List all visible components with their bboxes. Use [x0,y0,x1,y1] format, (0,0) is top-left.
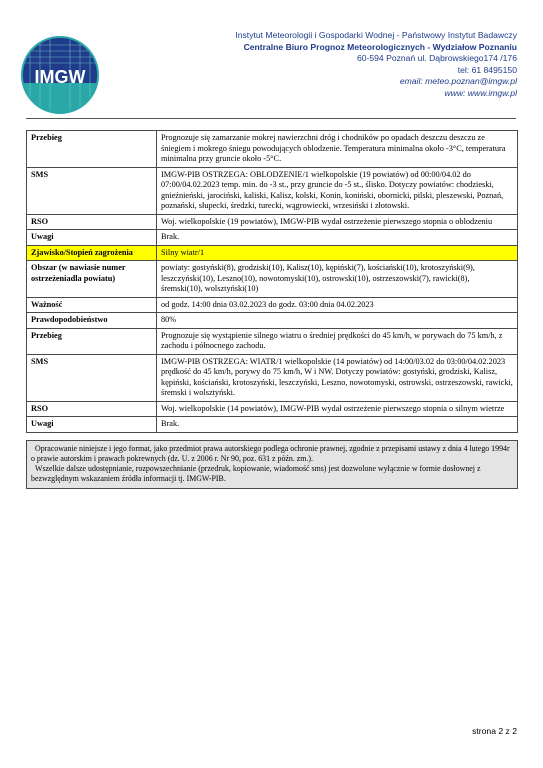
table-row [27,401,518,417]
institute-name: Instytut Meteorologii i Gospodarki Wodnej - Państwowy Instytut Badawczy [235,30,517,40]
letterhead [0,0,543,120]
row-label: Uwagi [27,230,157,246]
page-number: strona 2 z 2 [472,726,517,736]
table-row [27,417,518,433]
phenomenon-value: Silny wiatr/1 [157,245,518,261]
imgw-logo-icon [20,35,100,115]
bureau-name: Centralne Biuro Prognoz Meteorologicznych - Wydziałow Poznaniu [243,41,517,52]
area-value: powiaty: gostyński(8), grodziski(10), Kalisz(10), kępiński(7), kościański(10), krotoszyński(9), leszczyński(10), Leszno(10), nowotomyski(10), ostrowski(10), ostrzeszowski(7), rawicki(8), śremski(10), wolsztyński(10) [157,261,518,298]
logo-text: IMGW [34,67,86,87]
row-value: IMGW-PIB OSTRZEGA: OBLODZENIE/1 wielkopolskie (19 powiatów) od 00:00/04.02 do 07:00/04.02.2023 temp. min. do -3 st., przy gruncie do -5 st., ślisko. Dotyczy powiatów: chodzieski, gnieźnieński, jarociński, kaliski, Kalisz, kolski, Konin, koniński, obornicki, pilski, pleszewski, Poznań, poznański, słupecki, średzki, turecki, wągrowiecki, wrzesiński i złotowski. [157,167,518,214]
course-label: Przebieg [27,328,157,354]
sms-label: SMS [27,354,157,401]
table-row [27,297,518,313]
institution-info [235,30,517,100]
area-label: Obszar (w nawiasie numer ostrzeżeniadla powiatu) [27,261,157,298]
table-row [27,261,518,298]
probability-value: 80% [157,313,518,329]
header-divider [26,118,516,119]
row-value: Brak. [157,230,518,246]
notes-label: Uwagi [27,417,157,433]
table-row [27,167,518,214]
copyright-line-2: Wszelkie dalsze udostępnianie, rozpowszechnianie (przedruk, kopiowanie, wiadomość sms) jest dozwolone wyłącznie w formie dosłownej z bezwzględnym wskazaniem źródła informacji tj. IMGW-PIB. [31,463,481,483]
notes-value: Brak. [157,417,518,433]
phone: tel: 61 8495150 [457,64,517,75]
email-link[interactable]: email: meteo.poznan@imgw.pl [399,76,517,87]
validity-label: Ważność [27,297,157,313]
warning-table [26,130,518,489]
table-row [27,230,518,246]
copyright-line-1: Opracowanie niniejsze i jego format, jako przedmiot prawa autorskiego podlega ochronie prawnej, zgodnie z przepisami ustawy z dnia 4 lutego 1994r o prawie autorskim i prawach pokrewnych (dz. U. z 2006 r. Nr 90, poz. 631 z późn. zm.). [31,443,510,463]
sms-value: IMGW-PIB OSTRZEGA: WIATR/1 wielkopolskie (14 powiatów) od 14:00/03.02 do 03:00/04.02.2023 prędkość do 45 km/h, porywy do 75 km/h, W i NW. Dotyczy powiatów: gostyński, grodziski, Kalisz, kępiński, kościański, krotoszyński, leszczyński, Leszno, nowotomyski, ostrowski, ostrzeszowski, rawicki, śremski i wolsztyński. [157,354,518,401]
copyright-notice [27,440,518,488]
www-link[interactable]: www: www.imgw.pl [444,87,517,98]
row-label: RSO [27,214,157,230]
table-spacer [27,432,518,440]
phenomenon-label: Zjawisko/Stopień zagrożenia [27,245,157,261]
row-value: Woj. wielkopolskie (19 powiatów), IMGW-PIB wydał ostrzeżenie pierwszego stopnia o oblodzeniu [157,214,518,230]
table-row [27,313,518,329]
rso-label: RSO [27,401,157,417]
phenomenon-row [27,245,518,261]
course-value: Prognozuje się wystąpienie silnego wiatru o średniej prędkości do 45 km/h, w porywach do 75 km/h, z zachodu i północnego zachodu. [157,328,518,354]
validity-value: od godz. 14:00 dnia 03.02.2023 do godz. 03:00 dnia 04.02.2023 [157,297,518,313]
table-row [27,328,518,354]
row-value: Prognozuje się zamarzanie mokrej nawierzchni dróg i chodników po opadach deszczu deszczu ze śniegiem i mokrego śniegu powodujących oblodzenie. Temperatura minimalna około -3°C, temperatura minimalna przy gruncie około -5°C. [157,131,518,168]
row-label: SMS [27,167,157,214]
table-row [27,354,518,401]
address: 60-594 Poznań ul. Dąbrowskiego174 /176 [356,53,517,64]
probability-label: Prawdopodobieństwo [27,313,157,329]
table-row [27,131,518,168]
rso-value: Woj. wielkopolskie (14 powiatów), IMGW-PIB wydał ostrzeżenie pierwszego stopnia o silnym wietrze [157,401,518,417]
table-row [27,214,518,230]
row-label: Przebieg [27,131,157,168]
